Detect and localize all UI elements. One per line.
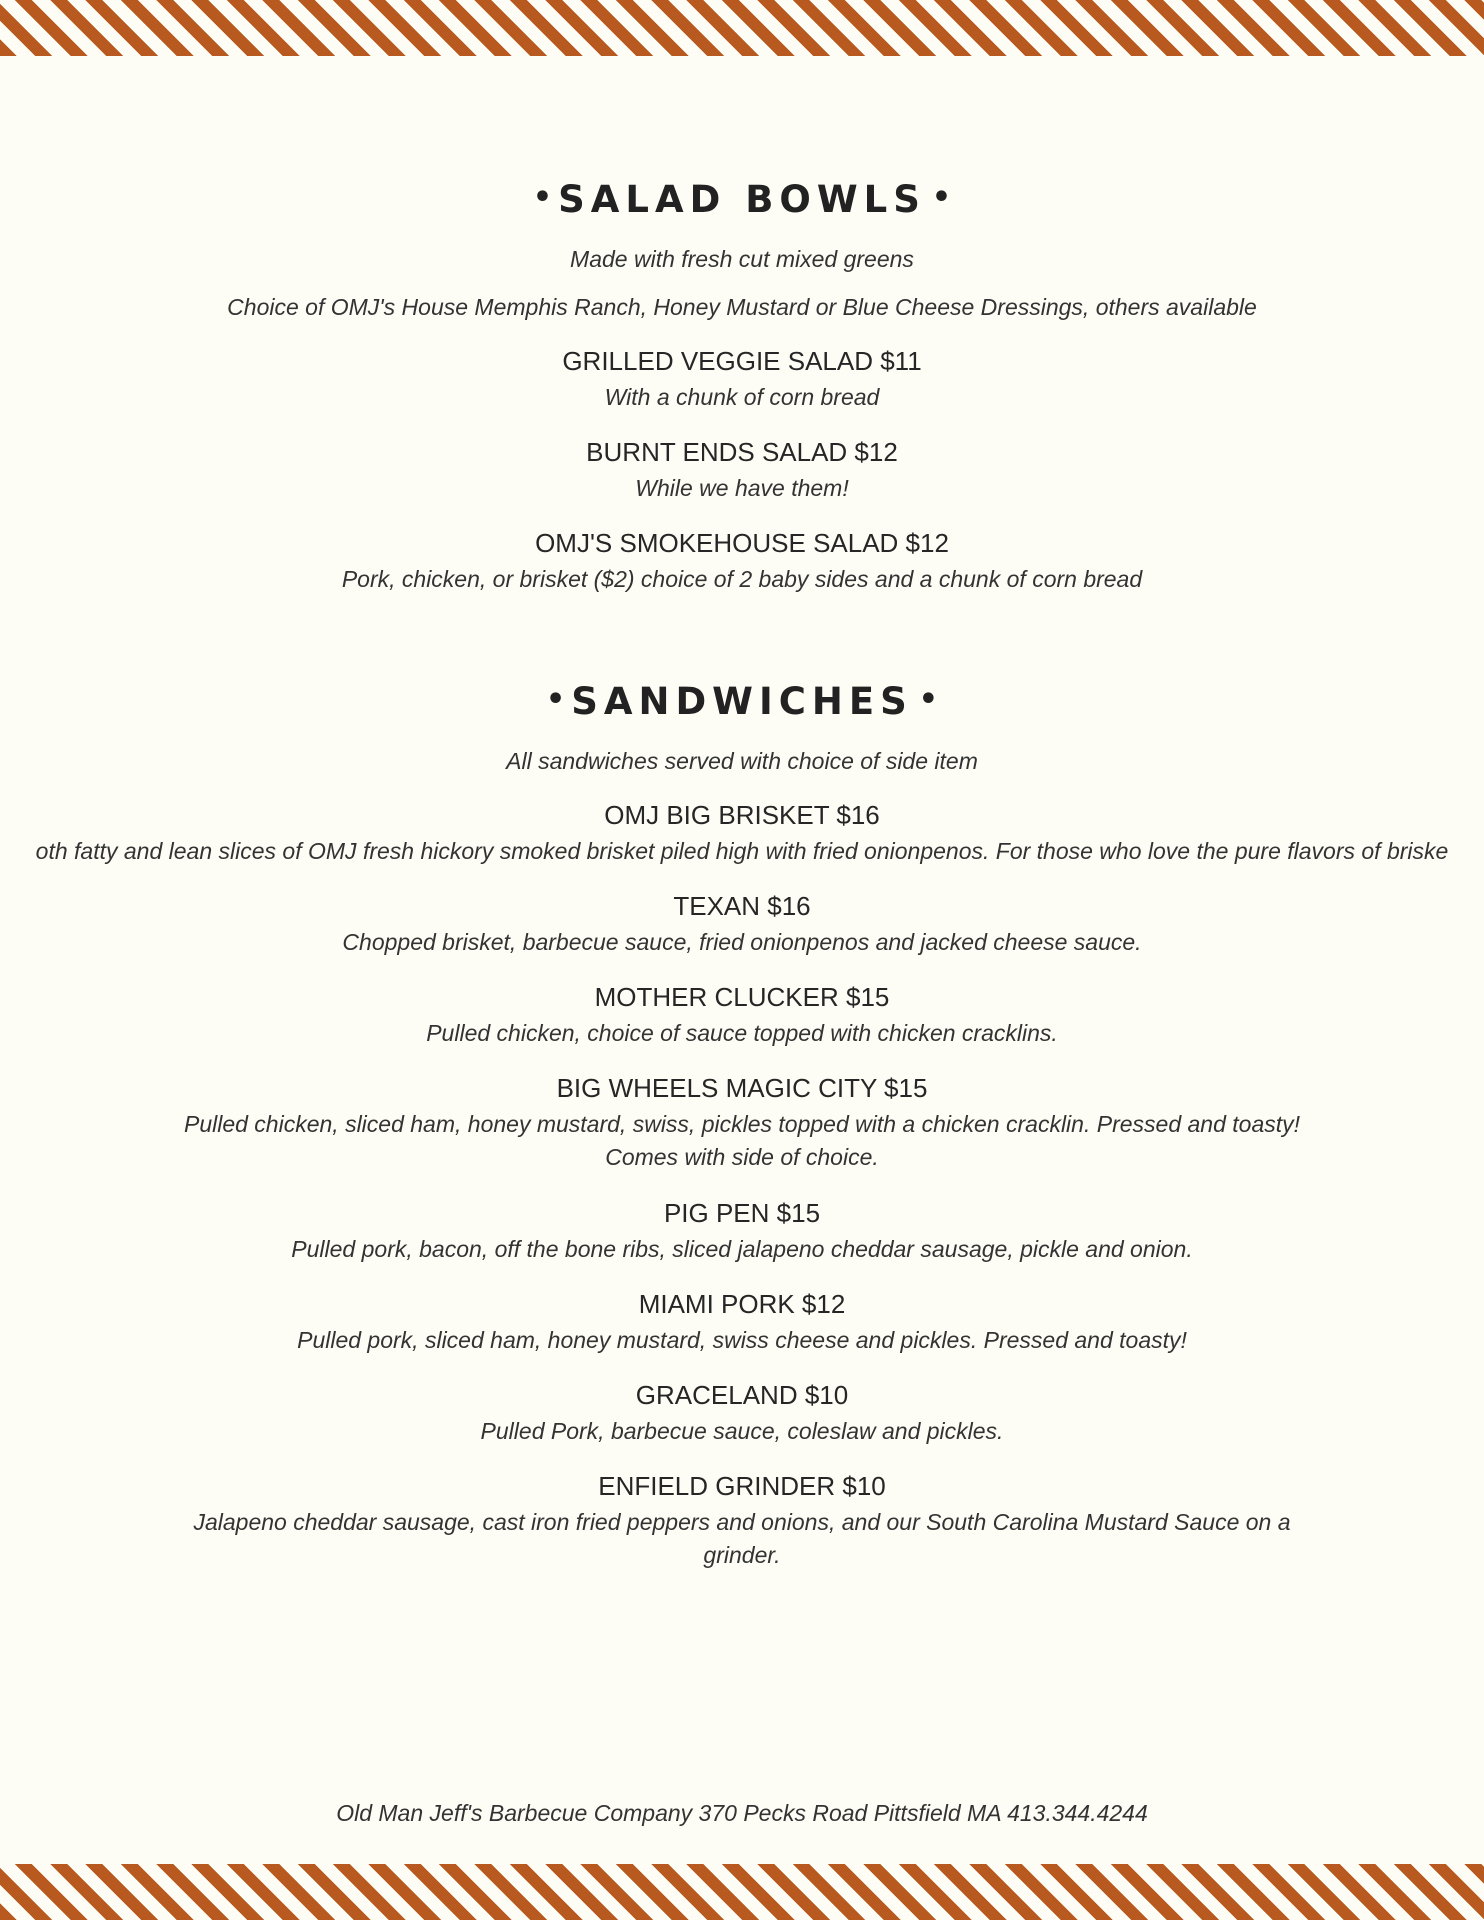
top-stripe-border bbox=[0, 0, 1484, 56]
menu-item-name: OMJ'S SMOKEHOUSE SALAD $12 bbox=[535, 528, 949, 558]
menu-item-name: ENFIELD GRINDER $10 bbox=[598, 1471, 886, 1501]
menu-item-description: Pulled chicken, choice of sauce topped with chicken cracklins. bbox=[426, 1020, 1058, 1046]
bullet-right: • bbox=[918, 682, 938, 717]
menu-item-name: TEXAN $16 bbox=[673, 891, 811, 921]
salad-note-dressings: Choice of OMJ's House Memphis Ranch, Honey Mustard or Blue Cheese Dressings, others available bbox=[227, 294, 1257, 320]
bottom-stripe-border bbox=[0, 1864, 1484, 1920]
salad-bowls-title: SALAD BOWLS bbox=[558, 178, 926, 221]
menu-item-name: MOTHER CLUCKER $15 bbox=[594, 982, 890, 1012]
menu-item-description: Jalapeno cheddar sausage, cast iron fried peppers and onions, and our South Carolina Mustard Sauce on a grinder. bbox=[193, 1509, 1291, 1568]
bullet-left: • bbox=[532, 180, 553, 215]
sandwiches-title: SANDWICHES bbox=[571, 680, 913, 723]
bullet-left: • bbox=[546, 682, 566, 717]
menu-item-description: With a chunk of corn bread bbox=[604, 384, 880, 410]
menu-item-name: BIG WHEELS MAGIC CITY $15 bbox=[556, 1073, 928, 1103]
menu-item-name: GRILLED VEGGIE SALAD $11 bbox=[562, 346, 922, 376]
menu-item-description: Pulled pork, bacon, off the bone ribs, sliced jalapeno cheddar sausage, pickle and onion. bbox=[291, 1236, 1193, 1262]
salad-note-greens: Made with fresh cut mixed greens bbox=[570, 246, 914, 272]
section-title-sandwiches bbox=[0, 680, 1484, 723]
menu-item-description: While we have them! bbox=[635, 475, 849, 501]
sandwiches-note: All sandwiches served with choice of side item bbox=[506, 748, 978, 774]
menu-item-description: Chopped brisket, barbecue sauce, fried onionpenos and jacked cheese sauce. bbox=[342, 929, 1142, 955]
restaurant-footer-address: Old Man Jeff's Barbecue Company 370 Pecks Road Pittsfield MA 413.344.4244 bbox=[336, 1800, 1148, 1826]
menu-item-description: oth fatty and lean slices of OMJ fresh hickory smoked brisket piled high with fried onionpenos. For those who love the pure flavors of briske bbox=[35, 838, 1449, 864]
menu-item-description: Pulled chicken, sliced ham, honey mustard, swiss, pickles topped with a chicken cracklin. Pressed and toasty! Comes with side of choice. bbox=[183, 1111, 1301, 1170]
menu-item-description: Pork, chicken, or brisket ($2) choice of 2 baby sides and a chunk of corn bread bbox=[341, 566, 1143, 592]
menu-item-name: BURNT ENDS SALAD $12 bbox=[586, 437, 898, 467]
bullet-right: • bbox=[931, 180, 952, 215]
menu-item-name: PIG PEN $15 bbox=[663, 1198, 821, 1228]
menu-item-name: OMJ BIG BRISKET $16 bbox=[604, 800, 880, 830]
menu-item-description: Pulled pork, sliced ham, honey mustard, swiss cheese and pickles. Pressed and toasty! bbox=[297, 1327, 1187, 1353]
menu-item-name: GRACELAND $10 bbox=[635, 1380, 849, 1410]
menu-item-description: Pulled Pork, barbecue sauce, coleslaw and pickles. bbox=[480, 1418, 1004, 1444]
section-title-salad-bowls bbox=[0, 178, 1484, 221]
menu-item-name: MIAMI PORK $12 bbox=[638, 1289, 846, 1319]
